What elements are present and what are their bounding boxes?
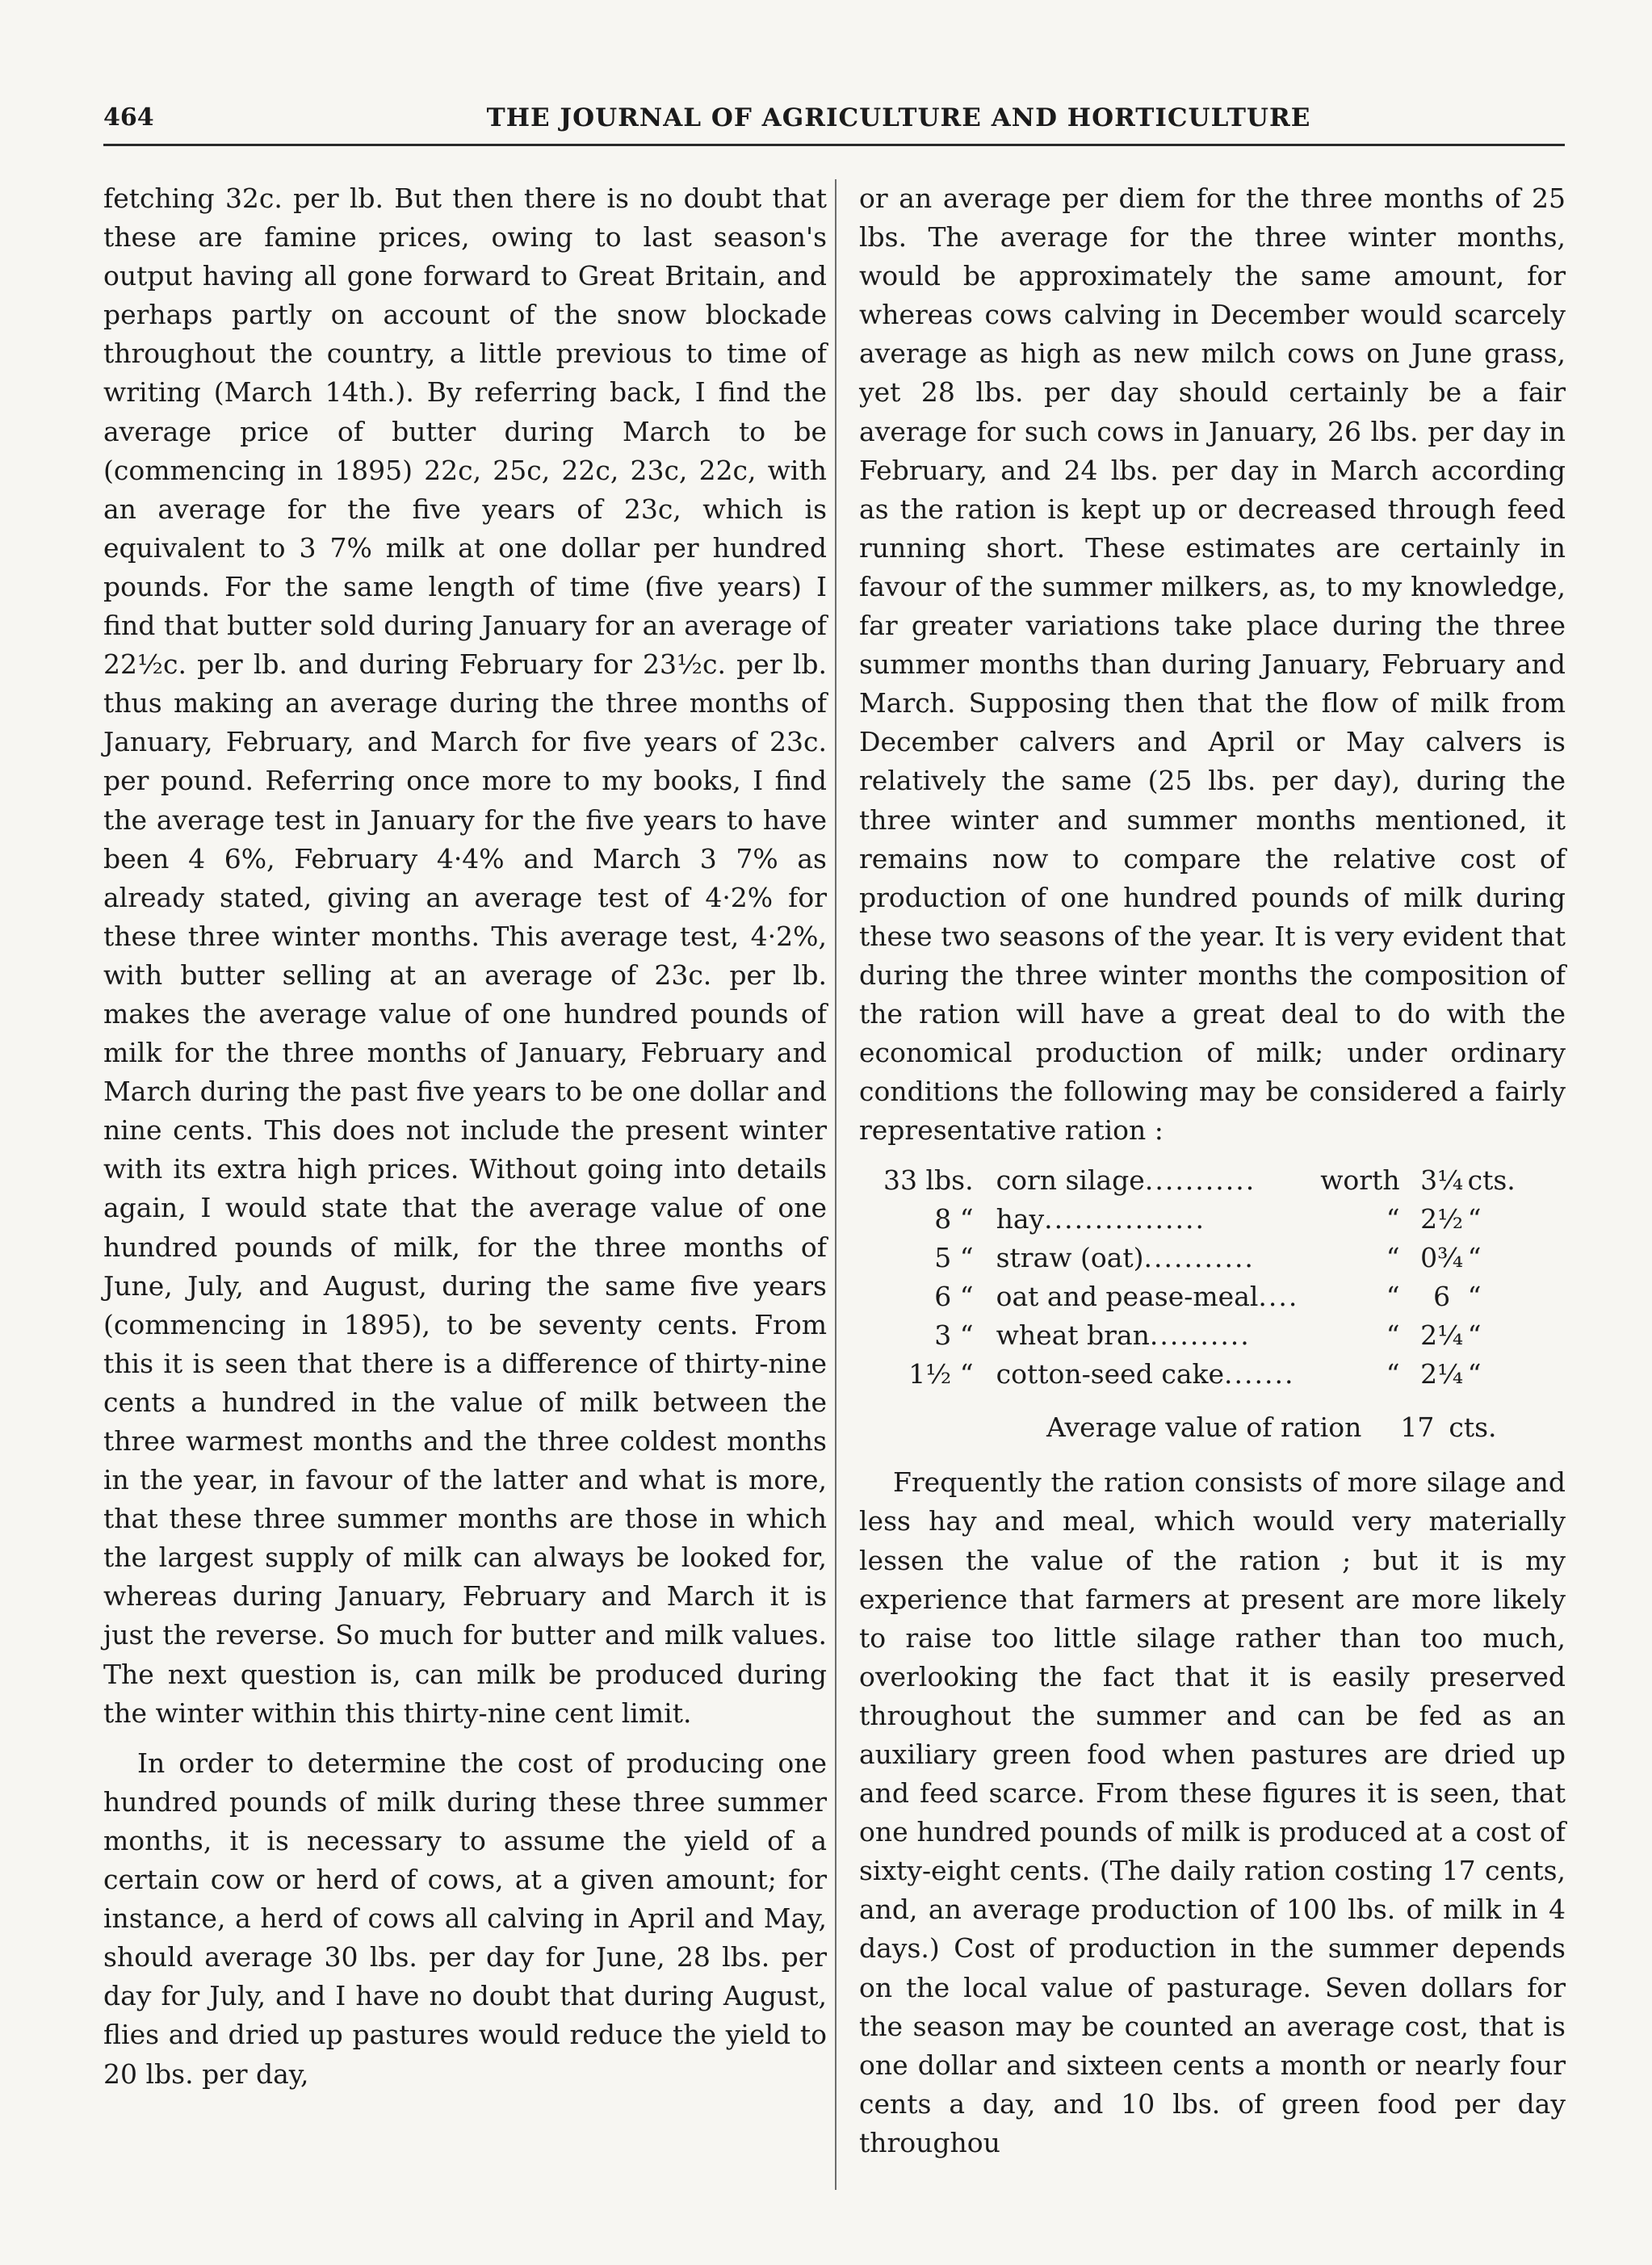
- ration-value: 6: [1433, 1281, 1451, 1313]
- running-head: THE JOURNAL OF AGRICULTURE AND HORTICULTURE: [486, 103, 1311, 132]
- ration-worth: “: [1386, 1358, 1400, 1390]
- ration-item-name: corn silage: [996, 1164, 1145, 1197]
- ration-item-name: cotton-seed cake: [996, 1358, 1225, 1390]
- right-column: [859, 179, 1566, 2162]
- ration-worth: “: [1386, 1281, 1400, 1313]
- paragraph: Frequently the ration consists of more silage and less hay and meal, which would very materially lessen the value of the ration ; but it is my experience that farmers at present are more likely to raise too little silage rather than too much, overlooking the fact that it is easily preserved throughout the summer and can be fed as an auxiliary green food when pastures are dried up and feed scarce. From these figures it is seen, that one hundred pounds of milk is produced at a cost of sixty-eight cents. (The daily ration costing 17 cents, and, an average production of 100 lbs. of milk in 4 days.) Cost of production in the summer depends on the local value of pasturage. Seven dollars for the season may be counted an average cost, that is one dollar and sixteen cents a month or nearly four cents a day, and 10 lbs. of green food per day throughou: [859, 1466, 1566, 2158]
- leader-dots: ...........: [1143, 1242, 1255, 1274]
- ration-value: 2¼: [1420, 1358, 1464, 1390]
- ration-unit: “: [1467, 1319, 1482, 1352]
- ration-item: [996, 1242, 1311, 1281]
- ration-quantity: 5 “: [934, 1242, 974, 1274]
- leader-dots: .......: [1224, 1358, 1295, 1390]
- ration-quantity: 3 “: [934, 1319, 974, 1352]
- ration-unit: “: [1467, 1242, 1482, 1274]
- ration-worth: worth: [1320, 1164, 1400, 1197]
- header-rule: [103, 144, 1565, 146]
- ration-item: [996, 1164, 1311, 1203]
- ration-worth: “: [1386, 1242, 1400, 1274]
- ration-item-name: oat and pease-meal: [996, 1281, 1259, 1313]
- ration-row: [883, 1164, 1524, 1203]
- ration-unit: cts.: [1467, 1164, 1516, 1197]
- ration-item: [996, 1281, 1311, 1319]
- ration-table: [883, 1164, 1524, 1397]
- ration-item-name: hay: [996, 1203, 1045, 1235]
- ration-worth: “: [1386, 1319, 1400, 1352]
- average-unit: cts.: [1449, 1411, 1497, 1444]
- paragraph: fetching 32c. per lb. But then there is no doubt that these are famine prices, owing to last season's output having all gone forward to Great Britain, and perhaps partly on account of the snow blockade throughout the country, a little previous to time of writing (March 14th.). By referring back, I find the average price of butter during March to be (commencing in 1895) 22c, 25c, 22c, 23c, 22c, with an average for the five years of 23c, which is equivalent to 3 7% milk at one dollar per hundred pounds. For the same length of time (five years) I find that butter sold during January for an average of 22½c. per lb. and during February for 23½c. per lb. thus making an average during the three months of January, February, and March for five years of 23c. per pound. Referring once more to my books, I find the average test in January for the five years to have been 4 6%, February 4·4% and March 3 7% as already stated, giving an average test of 4·2% for these three winter months. This average test, 4·2%, with butter selling at an average of 23c. per lb. makes the average value of one hundred pounds of milk for the three months of January, February and March during the past five years to be one dollar and nine cents. This does not include the present winter with its extra high prices. Without going into details again, I would state that the average value of one hundred pounds of milk, for the three months of June, July, and August, during the same five years (commencing in 1895), to be seventy cents. From this it is seen that there is a difference of thirty-nine cents a hundred in the value of milk between the three warmest months and the three coldest months in the year, in favour of the latter and what is more, that these three summer months are those in which the largest supply of milk can always be looked for, whereas during January, February and March it is just the reverse. So much for butter and milk values. The next question is, can milk be produced during the winter within this thirty-nine cent limit.: [103, 182, 827, 1729]
- ration-item: [996, 1358, 1311, 1397]
- column-divider: [835, 179, 836, 2190]
- ration-row: [883, 1203, 1524, 1242]
- ration-quantity: 6 “: [934, 1281, 974, 1313]
- ration-unit: “: [1467, 1203, 1482, 1235]
- ration-item-name: straw (oat): [996, 1242, 1144, 1274]
- ration-item: [996, 1319, 1311, 1358]
- leader-dots: ...........: [1144, 1164, 1256, 1197]
- ration-row: [883, 1319, 1524, 1358]
- ration-quantity: 8 “: [934, 1203, 974, 1235]
- average-value: 17: [1400, 1411, 1435, 1444]
- average-label: Average value of ration: [1046, 1411, 1362, 1444]
- ration-quantity: 1½ “: [908, 1358, 974, 1390]
- paragraph: In order to determine the cost of producing one hundred pounds of milk during these three summer months, it is necessary to assume the yield of a certain cow or herd of cows, at a given amount; for instance, a herd of cows all calving in April and May, should average 30 lbs. per day for June, 28 lbs. per day for July, and I have no doubt that during August, flies and dried up pastures would reduce the yield to 20 lbs. per day,: [103, 1747, 827, 2090]
- ration-value: 0¾: [1420, 1242, 1464, 1274]
- ration-row: [883, 1358, 1524, 1397]
- paragraph: or an average per diem for the three months of 25 lbs. The average for the three winter months, would be approximately the same amount, for whereas cows calving in December would scarcely average as high as new milch cows on June grass, yet 28 lbs. per day should certainly be a fair average for such cows in January, 26 lbs. per day in February, and 24 lbs. per day in March according as the ration is kept up or decreased through feed running short. These estimates are certainly in favour of the summer milkers, as, to my knowledge, far greater variations take place during the three summer months than during January, February and March. Supposing then that the flow of milk from December calvers and April or May calvers is relatively the same (25 lbs. per day), during the three winter and summer months mentioned, it remains now to compare the relative cost of production of one hundred pounds of milk during these two seasons of the year. It is very evident that during the three winter months the composition of the ration will have a great deal to do with the economical production of milk; under ordinary conditions the following may be considered a fairly representative ration :: [859, 182, 1566, 1147]
- leader-dots: ..........: [1149, 1319, 1251, 1352]
- leader-dots: ....: [1258, 1281, 1299, 1313]
- leader-dots: ................: [1044, 1203, 1206, 1235]
- ration-unit: “: [1467, 1281, 1482, 1313]
- ration-item-name: wheat bran: [996, 1319, 1150, 1352]
- page-header: [103, 103, 1565, 149]
- ration-value: 3¼: [1420, 1164, 1464, 1197]
- left-column: [103, 179, 827, 2094]
- ration-item: [996, 1203, 1311, 1242]
- ration-value: 2½: [1420, 1203, 1464, 1235]
- ration-row: [883, 1242, 1524, 1281]
- ration-row: [883, 1281, 1524, 1319]
- ration-quantity: 33 lbs.: [883, 1164, 974, 1197]
- ration-value: 2¼: [1420, 1319, 1464, 1352]
- ration-unit: “: [1467, 1358, 1482, 1390]
- page-number: 464: [103, 103, 154, 132]
- ration-average: [1046, 1411, 1566, 1452]
- ration-worth: “: [1386, 1203, 1400, 1235]
